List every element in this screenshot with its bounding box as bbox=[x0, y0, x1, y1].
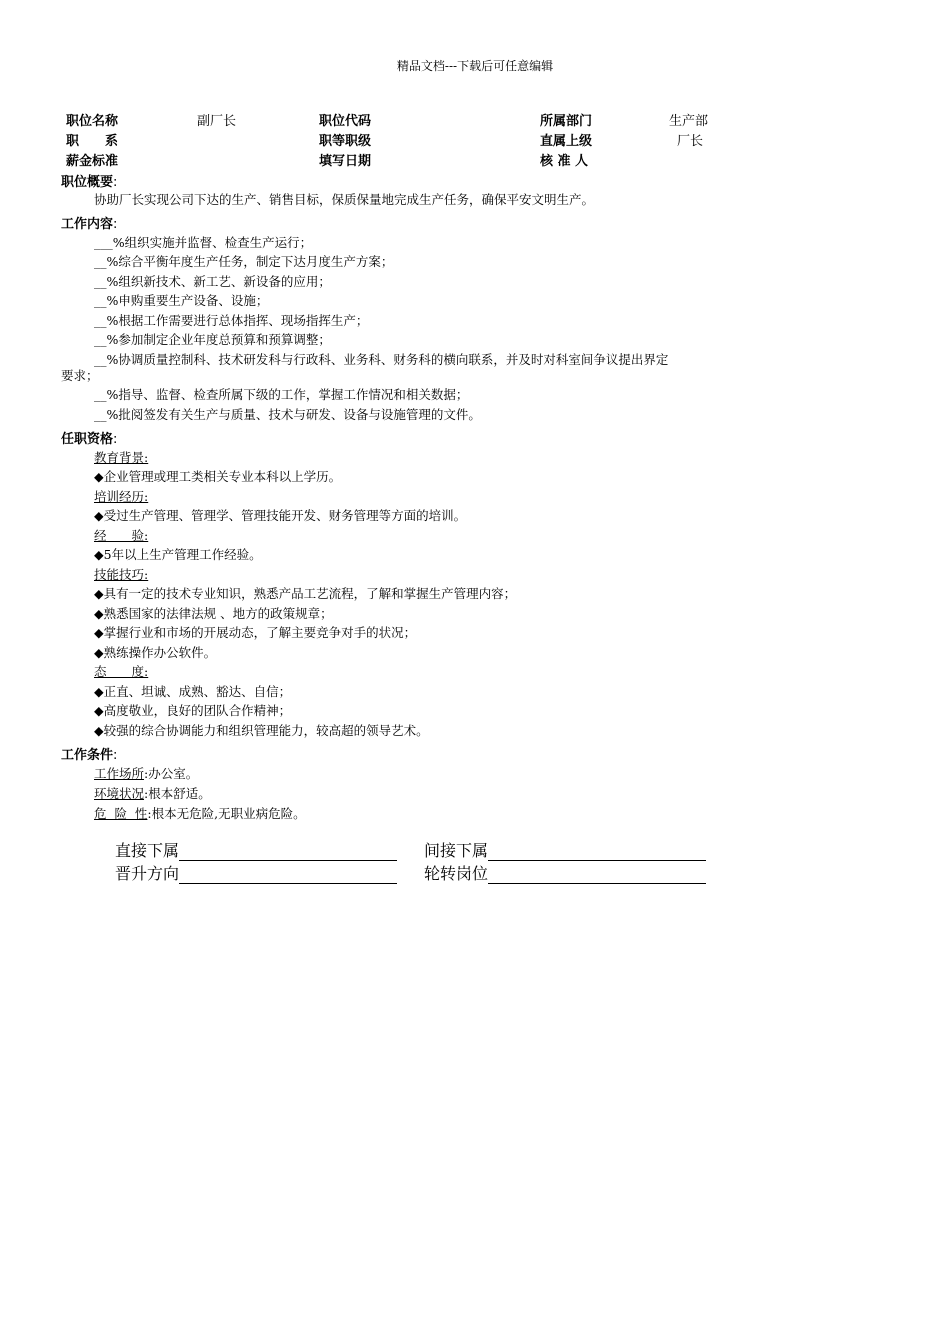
experience-heading: 经 验: bbox=[94, 528, 149, 543]
education-item: ◆企业管理或理工类相关专业本科以上学历。 bbox=[94, 469, 342, 484]
skill-item: ◆熟练操作办公软件。 bbox=[94, 645, 217, 660]
work-item: __%协调质量控制科、技术研发科与行政科、业务科、财务科的横向联系，并及时对科室间争议提出界定 bbox=[94, 352, 669, 367]
label-department: 所属部门 bbox=[540, 114, 593, 129]
experience-item: ◆5年以上生产管理工作经验。 bbox=[94, 547, 262, 562]
condition-risk: 危 险 性:根本无危险,无职业病危险。 bbox=[94, 806, 306, 821]
blank-line[interactable] bbox=[179, 846, 397, 861]
attitude-item: ◆较强的综合协调能力和组织管理能力，较高超的领导艺术。 bbox=[94, 723, 429, 738]
label-fill-date: 填写日期 bbox=[319, 154, 372, 169]
attitude-item: ◆正直、坦诚、成熟、豁达、自信； bbox=[94, 684, 292, 699]
field-promotion-path: 晋升方向 bbox=[115, 861, 397, 884]
work-item: __%根据工作需要进行总体指挥、现场指挥生产； bbox=[94, 313, 369, 328]
work-item: ___%组织实施并监督、检查生产运行； bbox=[94, 235, 313, 250]
skill-item: ◆熟悉国家的法律法规 、地方的政策规章； bbox=[94, 606, 333, 621]
skill-item: ◆掌握行业和市场的开展动态，了解主要竞争对手的状况； bbox=[94, 625, 417, 640]
label-salary: 薪金标准 bbox=[66, 154, 119, 169]
work-item-continued: 要求； bbox=[61, 368, 99, 383]
label-supervisor: 直属上级 bbox=[540, 134, 593, 149]
work-item: __%指导、监督、检查所属下级的工作，掌握工作情况和相关数据； bbox=[94, 387, 469, 402]
label-position-code: 职位代码 bbox=[319, 114, 372, 129]
blank-line[interactable] bbox=[488, 846, 706, 861]
page-header: 精品文档---下载后可任意编辑 bbox=[396, 59, 554, 73]
section-conditions-title: 工作条件: bbox=[61, 748, 118, 763]
education-heading: 教育背景: bbox=[94, 450, 149, 465]
section-work-title: 工作内容: bbox=[61, 217, 118, 232]
field-indirect-subordinates: 间接下属 bbox=[424, 838, 706, 861]
skills-heading: 技能技巧: bbox=[94, 567, 149, 582]
section-summary-title: 职位概要: bbox=[61, 175, 118, 190]
label-job-family: 职 系 bbox=[66, 134, 119, 149]
section-qualification-title: 任职资格: bbox=[61, 432, 118, 447]
label-position-name: 职位名称 bbox=[66, 114, 119, 129]
field-rotation-positions: 轮转岗位 bbox=[424, 861, 706, 884]
condition-workplace: 工作场所:办公室。 bbox=[94, 766, 199, 781]
value-supervisor: 厂长 bbox=[677, 134, 704, 149]
work-item: __%参加制定企业年度总预算和预算调整； bbox=[94, 332, 331, 347]
condition-environment: 环境状况:根本舒适。 bbox=[94, 786, 211, 801]
attitude-heading: 态 度: bbox=[94, 664, 149, 679]
label-approver: 核 准 人 bbox=[540, 154, 589, 169]
work-item: __%组织新技术、新工艺、新设备的应用； bbox=[94, 274, 331, 289]
value-department: 生产部 bbox=[669, 114, 709, 129]
training-heading: 培训经历: bbox=[94, 489, 149, 504]
field-direct-subordinates: 直接下属 bbox=[115, 838, 397, 861]
blank-line[interactable] bbox=[488, 869, 706, 884]
summary-text: 协助厂长实现公司下达的生产、销售目标，保质保量地完成生产任务，确保平安文明生产。 bbox=[94, 192, 595, 207]
work-item: __%综合平衡年度生产任务，制定下达月度生产方案； bbox=[94, 254, 394, 269]
value-position-name: 副厂长 bbox=[197, 114, 237, 129]
skill-item: ◆具有一定的技术专业知识，熟悉产品工艺流程，了解和掌握生产管理内容； bbox=[94, 586, 517, 601]
label-grade: 职等职级 bbox=[319, 134, 372, 149]
training-item: ◆受过生产管理、管理学、管理技能开发、财务管理等方面的培训。 bbox=[94, 508, 467, 523]
attitude-item: ◆高度敬业，良好的团队合作精神； bbox=[94, 703, 292, 718]
work-item: __%批阅签发有关生产与质量、技术与研发、设备与设施管理的文件。 bbox=[94, 407, 481, 422]
work-item: __%申购重要生产设备、设施； bbox=[94, 293, 269, 308]
blank-line[interactable] bbox=[179, 869, 397, 884]
